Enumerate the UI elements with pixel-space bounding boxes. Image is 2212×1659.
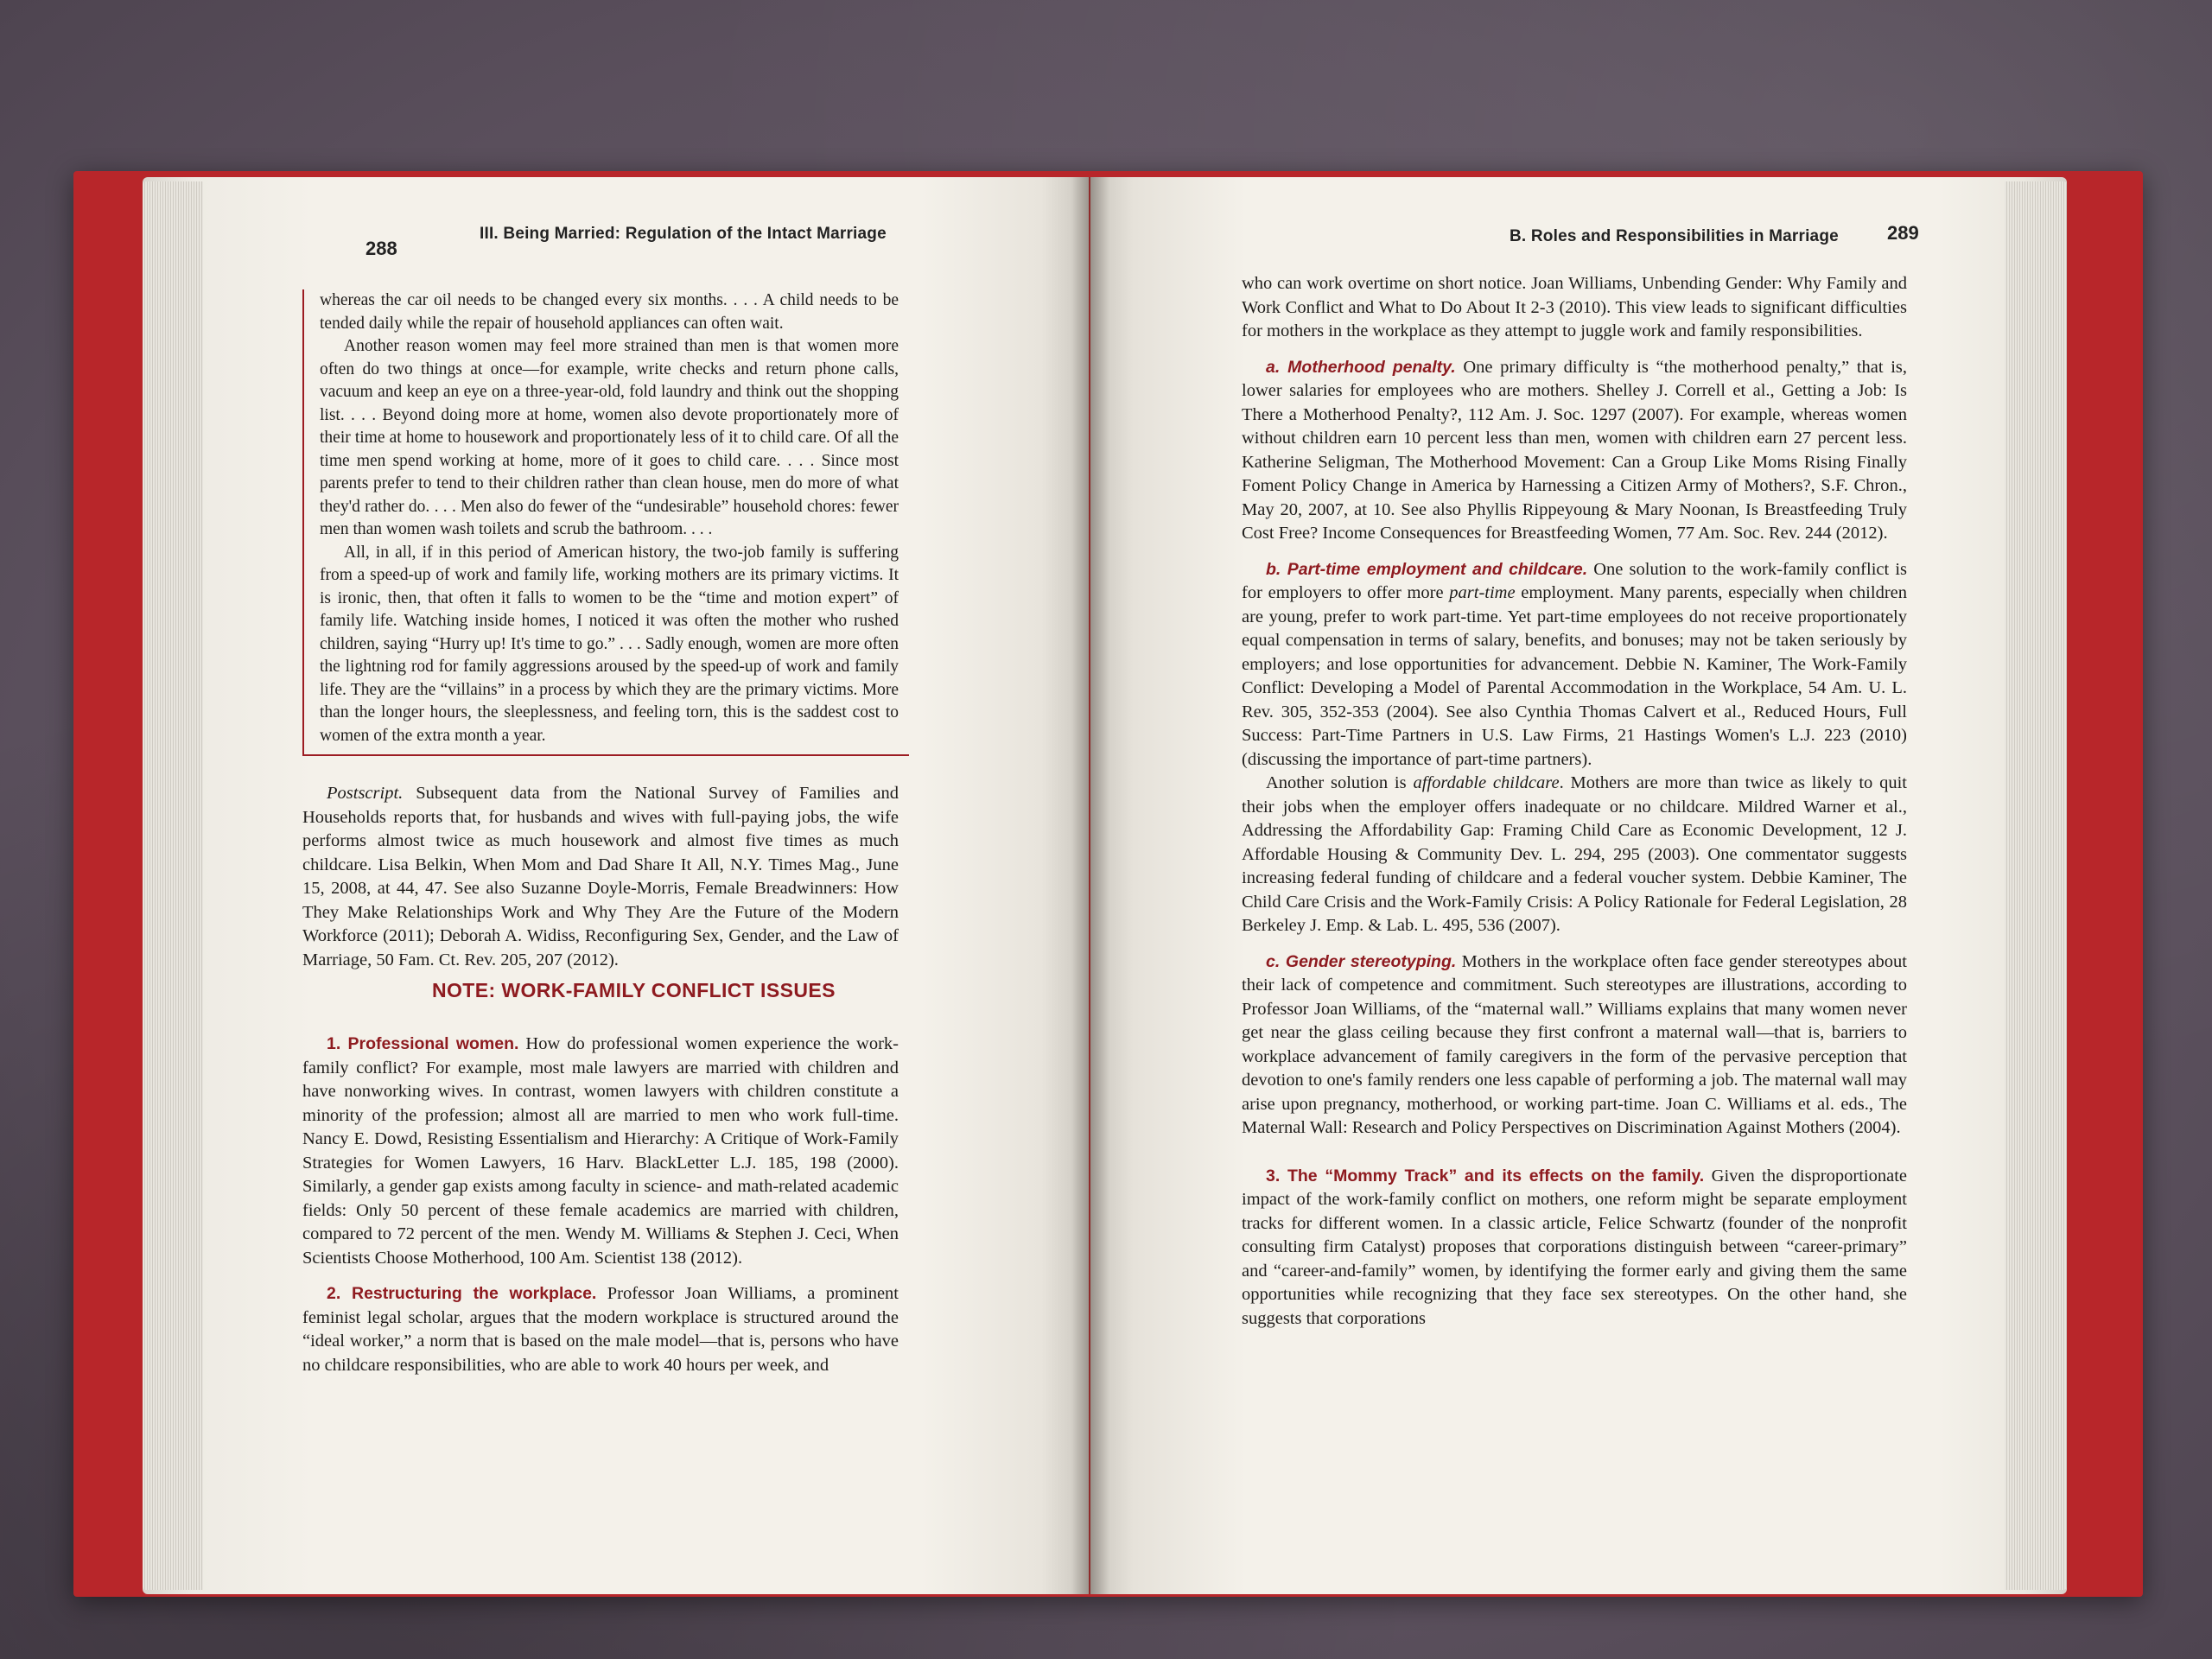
postscript-block xyxy=(302,782,899,972)
quote-paragraph: Another reason women may feel more strained than men is that women more often do two things at once—for example, write checks and return phone calls, vacuum and keep an eye on a three-year-old, fold laundry and think out the shopping list. . . . Beyond doing more at home, women also devote proportionately more of their time at home to housework and proportionately less of it to child care. Of all the time men spend working at home, more of it goes to child care. . . . Since most parents prefer to tend to their children rather than clean house, men do more of what they'd rather do. . . . Men also do fewer of the “undesirable” household chores: fewer men than women wash toilets and scrub the bathroom. . . . xyxy=(320,337,899,538)
right-page xyxy=(1090,177,2067,1594)
section-b-italic: part-time xyxy=(1449,583,1516,602)
intro-paragraph: who can work overtime on short notice. Joan Williams, Unbending Gender: Why Family and Work Conflict and What to Do About It 2-3 (2010). This view leads to significant difficulties for mothers in the workplace as they attempt to juggle work and family responsibilities. xyxy=(1242,274,1907,340)
quote-paragraph: whereas the car oil needs to be changed every six months. . . . A child needs to be tended daily while the repair of household appliances can often wait. xyxy=(320,291,899,333)
right-running-head: B. Roles and Responsibilities in Marriage xyxy=(1510,227,1839,245)
section-b-text-2: employment. Many parents, especially when children are young, prefer to work part-time. Yet part-time employees do not receive proportionately equal compensation in terms of salary, benefits, and bonuses; may not be taken seriously by employers; and lose opportunities for advancement. Debbie N. Kaminer, The Work-Family Conflict: Developing a Model of Parental Accommodation in the Workplace, 54 Am. U. L. Rev. 305, 352-353 (2004). See also Cynthia Thomas Calvert et al., Reduced Hours, Full Success: Part-Time Partners in U.S. Law Firms, 21 Hastings Women's L.J. 223 (2010) (discussing the importance of part-time partners). xyxy=(1242,583,1907,769)
right-page-edges xyxy=(2005,181,2067,1590)
note2-text: Professor Joan Williams, a prominent feminist legal scholar, argues that the modern workplace is structured around the “ideal worker,” a norm that is based on the male model—that is, persons who have no childcare responsibilities, who are able to work 40 hours per week, and xyxy=(302,1284,899,1375)
left-page xyxy=(143,177,1089,1594)
postscript-text: Subsequent data from the National Survey of Families and Households reports that, for husbands and wives with full-paying jobs, the wife performs almost twice as much housework and almost five times as much childcare. Lisa Belkin, When Mom and Dad Share It All, N.Y. Times Mag., June 15, 2008, at 44, 47. See also Suzanne Doyle-Morris, Female Breadwinners: How They Make Relationships Work and Why They Are the Future of the Modern Workforce (2011); Deborah A. Widiss, Reconfiguring Sex, Gender, and the Law of Marriage, 50 Fam. Ct. Rev. 205, 207 (2012). xyxy=(302,784,899,969)
note1-text: How do professional women experience the work-family conflict? For example, most male lawyers are married with children and have nonworking wives. In contrast, women lawyers with children constitute a minority of the profession; almost all are married to men who work full-time. Nancy E. Dowd, Resisting Essentialism and Hierarchy: A Critique of Work-Family Strategies for Women Lawyers, 16 Harv. BlackLetter L.J. 185, 198 (2000). Similarly, a gender gap exists among faculty in science- and math-related academic fields: Only 50 percent of these female academics are married with children, compared to 72 percent of the men. Wendy M. Williams & Stephen J. Ceci, When Scientists Choose Motherhood, 100 Am. Scientist 138 (2012). xyxy=(302,1034,899,1268)
note-title: NOTE: WORK-FAMILY CONFLICT ISSUES xyxy=(432,979,836,1001)
left-running-head: III. Being Married: Regulation of the Intact Marriage xyxy=(480,225,887,243)
block-quote xyxy=(302,289,909,756)
note3-text: Given the disproportionate impact of the work-family conflict on mothers, one reform might be separate employment tracks for different women. In a classic article, Felice Schwartz (founder of the nonprofit consulting firm Catalyst) proposes that corporations distinguish between “career-primary” and “career-and-family” women, by identifying the former early and giving them the same opportunities while recognizing that they face sex stereotypes. On the other hand, she suggests that corporations xyxy=(1242,1166,1907,1328)
right-body xyxy=(1242,272,1907,1331)
section-c-heading: c. Gender stereotyping. xyxy=(1266,951,1457,971)
postscript-label: Postscript. xyxy=(327,784,404,803)
section-a-text: One primary difficulty is “the motherhood penalty,” that is, lower salaries for employees who are mothers. Shelley J. Correll et al., Getting a Job: Is There a Motherhood Penalty?, 112 Am. J. Soc. 1297 (2007). For example, whereas women without children earn 10 percent less than men, women with children earn 27 percent less. Katherine Seligman, The Motherhood Movement: Can a Group Like Moms Rising Finally Foment Policy Change in America by Harnessing a Citizen Army of Mothers?, S.F. Chron., May 20, 2007, at 10. See also Phyllis Rippeyoung & Mary Noonan, Is Breastfeeding Truly Cost Free? Income Consequences for Breastfeeding Women, 77 Am. Soc. Rev. 244 (2012). xyxy=(1242,357,1907,543)
quote-paragraph: All, in all, if in this period of American history, the two-job family is suffering from a speed-up of work and family life, working mothers are its primary victims. It is ironic, then, that often it falls to women to be the “time and motion expert” of family life. Watching inside homes, I noticed it was often the mother who rushed children, saying “Hurry up! It's time to go.” . . . Sadly enough, women are more often the lightning rod for family aggressions aroused by the speed-up of work and family life. They are the “villains” in a process by which they are the primary victims. More than the longer hours, the sleeplessness, and feeling torn, this is the saddest cost to women of the extra month a year. xyxy=(320,543,899,745)
note3-heading: 3. The “Mommy Track” and its effects on the family. xyxy=(1266,1166,1705,1185)
note2-heading: 2. Restructuring the workplace. xyxy=(327,1284,597,1303)
block-quote-text xyxy=(320,289,899,747)
note1-heading: 1. Professional women. xyxy=(327,1034,519,1053)
section-b2-text-2: . Mothers are more than twice as likely to quit their jobs when the employer offers inadequate or no childcare. Mildred Warner et al., Addressing the Affordability Gap: Framing Child Care as Economic Development, 12 J. Affordable Housing & Community Dev. L. 294, 295 (2003). One commentator suggests increasing federal funding of childcare and a federal voucher system. Debbie Kaminer, The Child Care Crisis and the Work-Family Crisis: A Policy Rationale for Federal Legislation, 28 Berkeley J. Emp. & Lab. L. 495, 536 (2007). xyxy=(1242,773,1908,935)
section-b-text-1: One solution to the work-family conflict is for employers to offer more xyxy=(1242,559,1908,602)
section-b-heading: b. Part-time employment and childcare. xyxy=(1266,559,1588,579)
section-b2-text-1: Another solution is xyxy=(1266,773,1414,792)
left-page-number: 288 xyxy=(365,238,397,259)
section-c-text: Mothers in the workplace often face gender stereotypes about their lack of competence and commitment. Such stereotypes are illustrations, according to Professor Joan Williams, of the “maternal wall.” Williams explains that many women never get near the glass ceiling because they first confront a maternal wall—that is, barriers to workplace advancement of family caregivers in the form of the pervasive perception that devotion to one's family renders one less capable of performing a job. The maternal wall may arise upon pregnancy, motherhood, or working part-time. Joan C. Williams et al. eds., The Maternal Wall: Research and Policy Perspectives on Discrimination Against Mothers (2004). xyxy=(1242,951,1907,1137)
section-a-heading: a. Motherhood penalty. xyxy=(1266,357,1456,377)
right-page-number: 289 xyxy=(1887,222,1919,244)
book-gutter xyxy=(1071,177,1109,1594)
left-page-edges xyxy=(143,181,203,1590)
note-body-left xyxy=(302,1033,899,1377)
section-b2-italic: affordable childcare xyxy=(1413,773,1560,792)
